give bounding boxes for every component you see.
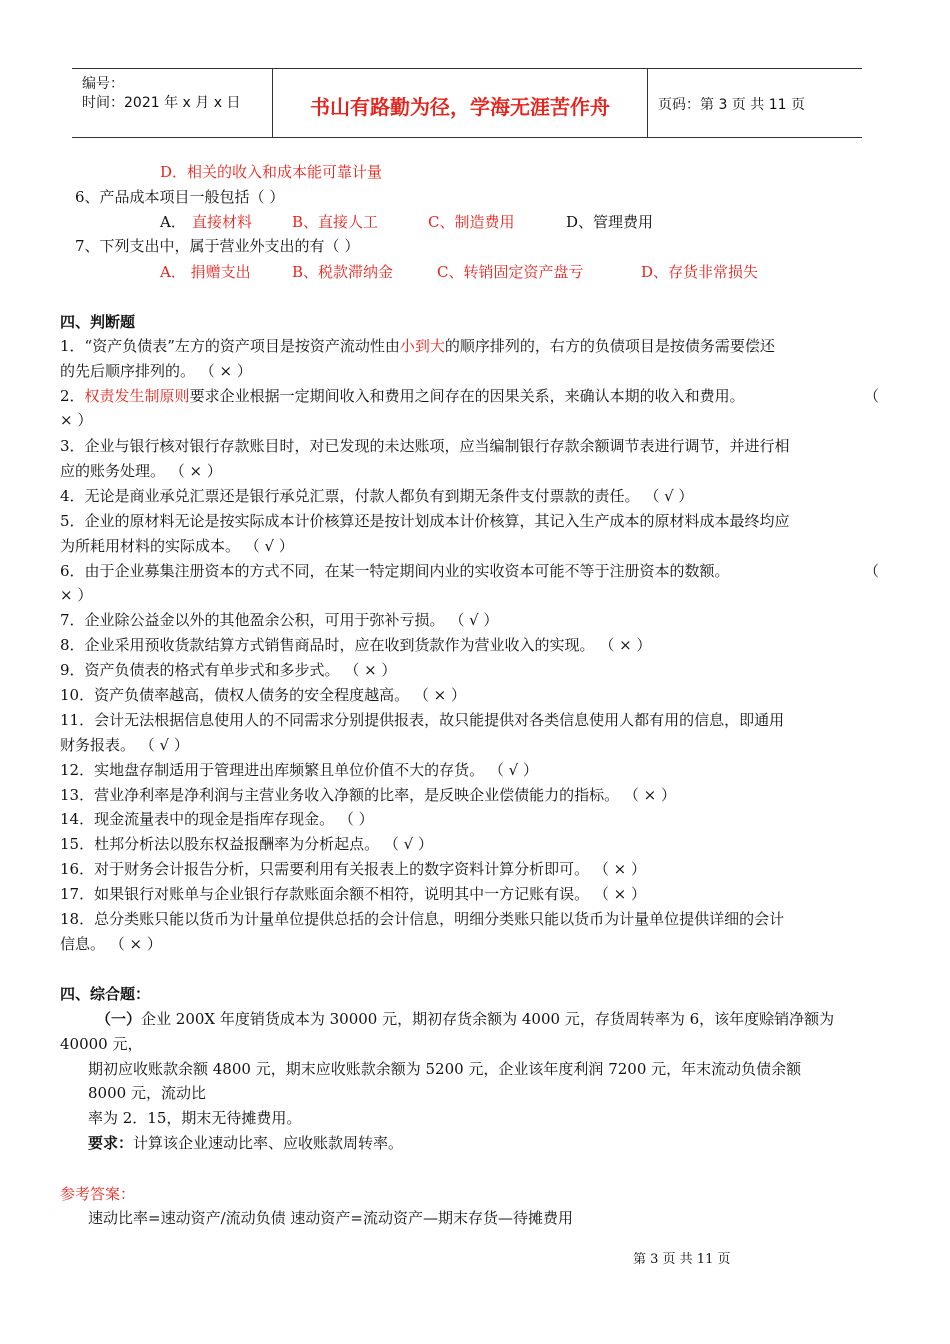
option-7-c: C、转销固定资产盘亏	[437, 263, 584, 281]
judgment-2-line-1	[60, 386, 745, 406]
header-table	[72, 68, 862, 138]
judgment-2-text: 要求企业根据一定期间收入和费用之间存在的因果关系，来确认本期的收入和费用。	[189, 387, 745, 405]
option-6-b: B、直接人工	[292, 213, 379, 231]
judgment-3-line-2: 应的账务处理。 （ × ）	[60, 462, 222, 480]
problem-1-line-3: 期初应收账款余额 4800 元，期末应收账款余额为 5200 元，企业该年度利润 7200 元，年末流动负债余额	[88, 1060, 802, 1078]
option-7-b: B、税款滞纳金	[292, 263, 394, 281]
judgment-9: 9．资产负债表的格式有单步式和多步式。 （ × ）	[60, 661, 397, 679]
judgment-13: 13．营业净利率是净利润与主营业务收入净额的比率，是反映企业偿债能力的指标。 （ × ）	[60, 786, 676, 804]
judgment-1-text-a: 1．“资产负债表”左方的资产项目是按资产流动性由	[60, 337, 400, 355]
page-footer: 第 3 页 共 11 页	[633, 1252, 731, 1267]
judgment-5-line-2: 为所耗用材料的实际成本。 （ √ ）	[60, 537, 294, 555]
option-5-d: D．相关的收入和成本能可靠计量	[160, 163, 383, 181]
judgment-18-line-2: 信息。 （ × ）	[60, 935, 162, 953]
header-page-number: 页码：第 3 页 共 11 页	[658, 97, 805, 113]
answer-text: 速动比率=速动资产/流动负债 速动资产=流动资产—期末存货—待摊费用	[88, 1209, 573, 1227]
judgment-14: 14．现金流量表中的现金是指库存现金。 （ ）	[60, 810, 374, 828]
answer-label: 参考答案：	[60, 1185, 136, 1203]
judgment-1-text-b: 的顺序排列的，右方的负债项目是按债务需要偿还	[444, 337, 775, 355]
judgment-11-line-1: 11．会计无法根据信息使用人的不同需求分别提供报表，故只能提供对各类信息使用人都有用的信息，即通用	[60, 711, 785, 729]
problem-1-lead: （一）	[96, 1010, 142, 1028]
header-page-cell	[648, 69, 862, 137]
requirement-label: 要求：	[88, 1134, 134, 1152]
section-title-judgment: 四、判断题	[60, 313, 136, 331]
judgment-12: 12．实地盘存制适用于管理进出库频繁且单位价值不大的存货。 （ √ ）	[60, 761, 538, 779]
judgment-16: 16．对于财务会计报告分析，只需要利用有关报表上的数字资料计算分析即可。 （ × ）	[60, 860, 646, 878]
judgment-1-line-1	[60, 336, 775, 356]
judgment-3-line-1: 3．企业与银行核对银行存款账目时，对已发现的未达账项，应当编制银行存款余额调节表进行调节，并进行相	[60, 437, 790, 455]
problem-1-line-5: 率为 2．15，期末无待摊费用。	[88, 1109, 302, 1127]
judgment-2-paren: （	[864, 387, 880, 405]
document-time-label: 时间：2021 年 x 月 x 日	[82, 95, 241, 111]
option-7-a: A． 捐赠支出	[160, 263, 251, 281]
judgment-2-highlight: 权责发生制原则	[84, 387, 190, 405]
judgment-2-number: 2．	[60, 387, 85, 405]
judgment-18-line-1: 18．总分类账只能以货币为计量单位提供总括的会计信息，明细分类账只能以货币为计量单位提供详细的会计	[60, 910, 785, 928]
judgment-1-line-2: 的先后顺序排列的。 （ × ）	[60, 362, 252, 380]
judgment-6-paren: （	[864, 562, 880, 580]
section-title-comprehensive: 四、综合题：	[60, 985, 151, 1003]
question-6: 6、产品成本项目一般包括（ ）	[75, 188, 285, 206]
judgment-11-line-2: 财务报表。 （ √ ）	[60, 736, 189, 754]
judgment-4: 4．无论是商业承兑汇票还是银行承兑汇票，付款人都负有到期无条件支付票款的责任。 （ √ ）	[60, 487, 694, 505]
option-6-a-label: A．	[160, 213, 186, 231]
judgment-10: 10．资产负债率越高，债权人债务的安全程度越高。 （ × ）	[60, 686, 466, 704]
problem-1-text-a: 企业 200X 年度销货成本为 30000 元，期初存货余额为 4000 元，存货周转率为 6，该年度赊销净额为	[141, 1010, 835, 1028]
option-6-c: C、制造费用	[428, 213, 515, 231]
problem-1-line-4: 8000 元，流动比	[88, 1084, 206, 1102]
problem-1-requirement	[88, 1133, 403, 1153]
option-7-d: D、存货非常损失	[641, 263, 759, 281]
judgment-1-highlight: 小到大	[399, 337, 445, 355]
option-6-a: 直接材料	[192, 213, 253, 231]
header-motto: 书山有路勤为径，学海无涯苦作舟	[310, 95, 610, 119]
judgment-6-line-2: × ）	[60, 586, 93, 604]
option-6-d: D、管理费用	[566, 213, 654, 231]
judgment-5-line-1: 5．企业的原材料无论是按实际成本计价核算还是按计划成本计价核算，其记入生产成本的原材料成本最终均应	[60, 512, 790, 530]
judgment-8: 8．企业采用预收货款结算方式销售商品时，应在收到货款作为营业收入的实现。 （ × ）	[60, 636, 652, 654]
requirement-text: 计算该企业速动比率、应收账款周转率。	[133, 1134, 404, 1152]
header-motto-cell	[273, 69, 648, 137]
problem-1-line-2: 40000 元，	[60, 1035, 143, 1053]
judgment-17: 17．如果银行对账单与企业银行存款账面余额不相符，说明其中一方记账有误。 （ × ）	[60, 885, 646, 903]
header-meta-cell	[72, 69, 273, 137]
question-7: 7、下列支出中，属于营业外支出的有（ ）	[75, 237, 360, 255]
judgment-15: 15．杜邦分析法以股东权益报酬率为分析起点。 （ √ ）	[60, 835, 433, 853]
judgment-2-line-2: × ）	[60, 411, 93, 429]
judgment-6-line-1: 6．由于企业募集注册资本的方式不同，在某一特定期间内业的实收资本可能不等于注册资本的数额。	[60, 562, 730, 580]
problem-1-line-1	[96, 1009, 834, 1029]
document-number-label: 编号：	[82, 76, 124, 92]
judgment-7: 7．企业除公益金以外的其他盈余公积，可用于弥补亏损。 （ √ ）	[60, 611, 499, 629]
